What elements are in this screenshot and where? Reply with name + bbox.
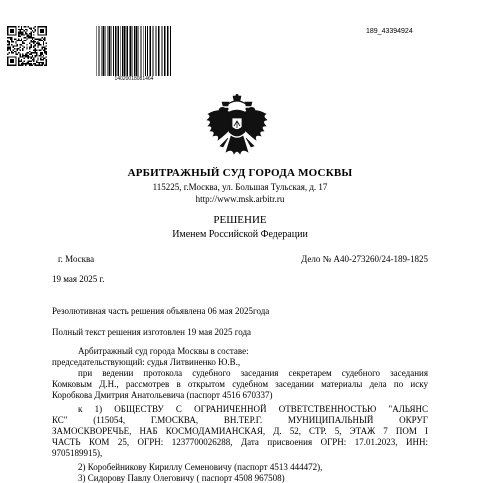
body-line: Арбитражный суд города Москвы в составе: <box>78 346 249 356</box>
body-line: к 1) ОБЩЕСТВУ С ОГРАНИЧЕННОЙ ОТВЕТСТВЕННОСТЬЮ "АЛЬЯНС <box>78 404 428 414</box>
body-line: ЧАСТЬ КОМ 25, ОГРН: 1237700026288, Дата присвоения ОГРН: 17.01.2023, ИНН: <box>52 437 428 447</box>
city: г. Москва <box>58 254 95 264</box>
barcode-image <box>95 26 173 76</box>
court-website: http://www.msk.arbitr.ru <box>195 194 285 204</box>
body-line: 9705189915), <box>52 448 103 458</box>
qr-code-image <box>7 26 47 66</box>
body-line: ЗАМОСКВОРЕЧЬЕ, НАБ КОСМОДАМИАНСКАЯ, Д. 52, СТР. 5, ЭТАЖ 7 ПОМ I <box>52 426 428 436</box>
body-line: КС" (115054, Г.МОСКВА, ВН.ТЕР.Г. МУНИЦИПАЛЬНЫЙ ОКРУГ <box>52 415 428 425</box>
decision-subtitle: Именем Российской Федерации <box>172 229 308 240</box>
court-address: 115225, г.Москва, ул. Большая Тульская, д. 17 <box>152 182 328 192</box>
body-line: при ведении протокола судебного заседания секретарем судебного заседания <box>78 368 428 378</box>
coat-of-arms-emblem <box>204 94 270 162</box>
body-line: Комковым Д.Н., рассмотрев в открытом судебном заседании материалы дела по иску <box>52 379 428 389</box>
court-name: АРБИТРАЖНЫЙ СУД ГОРОДА МОСКВЫ <box>127 167 353 179</box>
full-text-note: Полный текст решения изготовлен 19 мая 2025 года <box>52 327 252 337</box>
document-id: 189_43394924 <box>366 28 413 35</box>
decision-date: 19 мая 2025 г. <box>52 274 105 284</box>
barcode <box>95 26 173 84</box>
barcode-number: 14020018081464 <box>114 76 154 82</box>
case-number: Дело № А40-273260/24-189-1825 <box>301 254 428 264</box>
body-line: 2) Коробейникову Кириллу Семеновичу (паспорт 4513 444472), <box>78 462 323 472</box>
decision-title: РЕШЕНИЕ <box>213 214 267 226</box>
body-line: Коробкова Дмитрия Анатольевича (паспорт 4516 670337) <box>52 390 273 400</box>
body-line: 3) Сидорову Павлу Олеговичу ( паспорт 4508 967508) <box>78 473 285 483</box>
resolution-note: Резолютивная часть решения объявлена 06 мая 2025года <box>52 306 270 316</box>
body-line: председательствующий: судья Литвиненко Ю.В., <box>52 357 241 367</box>
